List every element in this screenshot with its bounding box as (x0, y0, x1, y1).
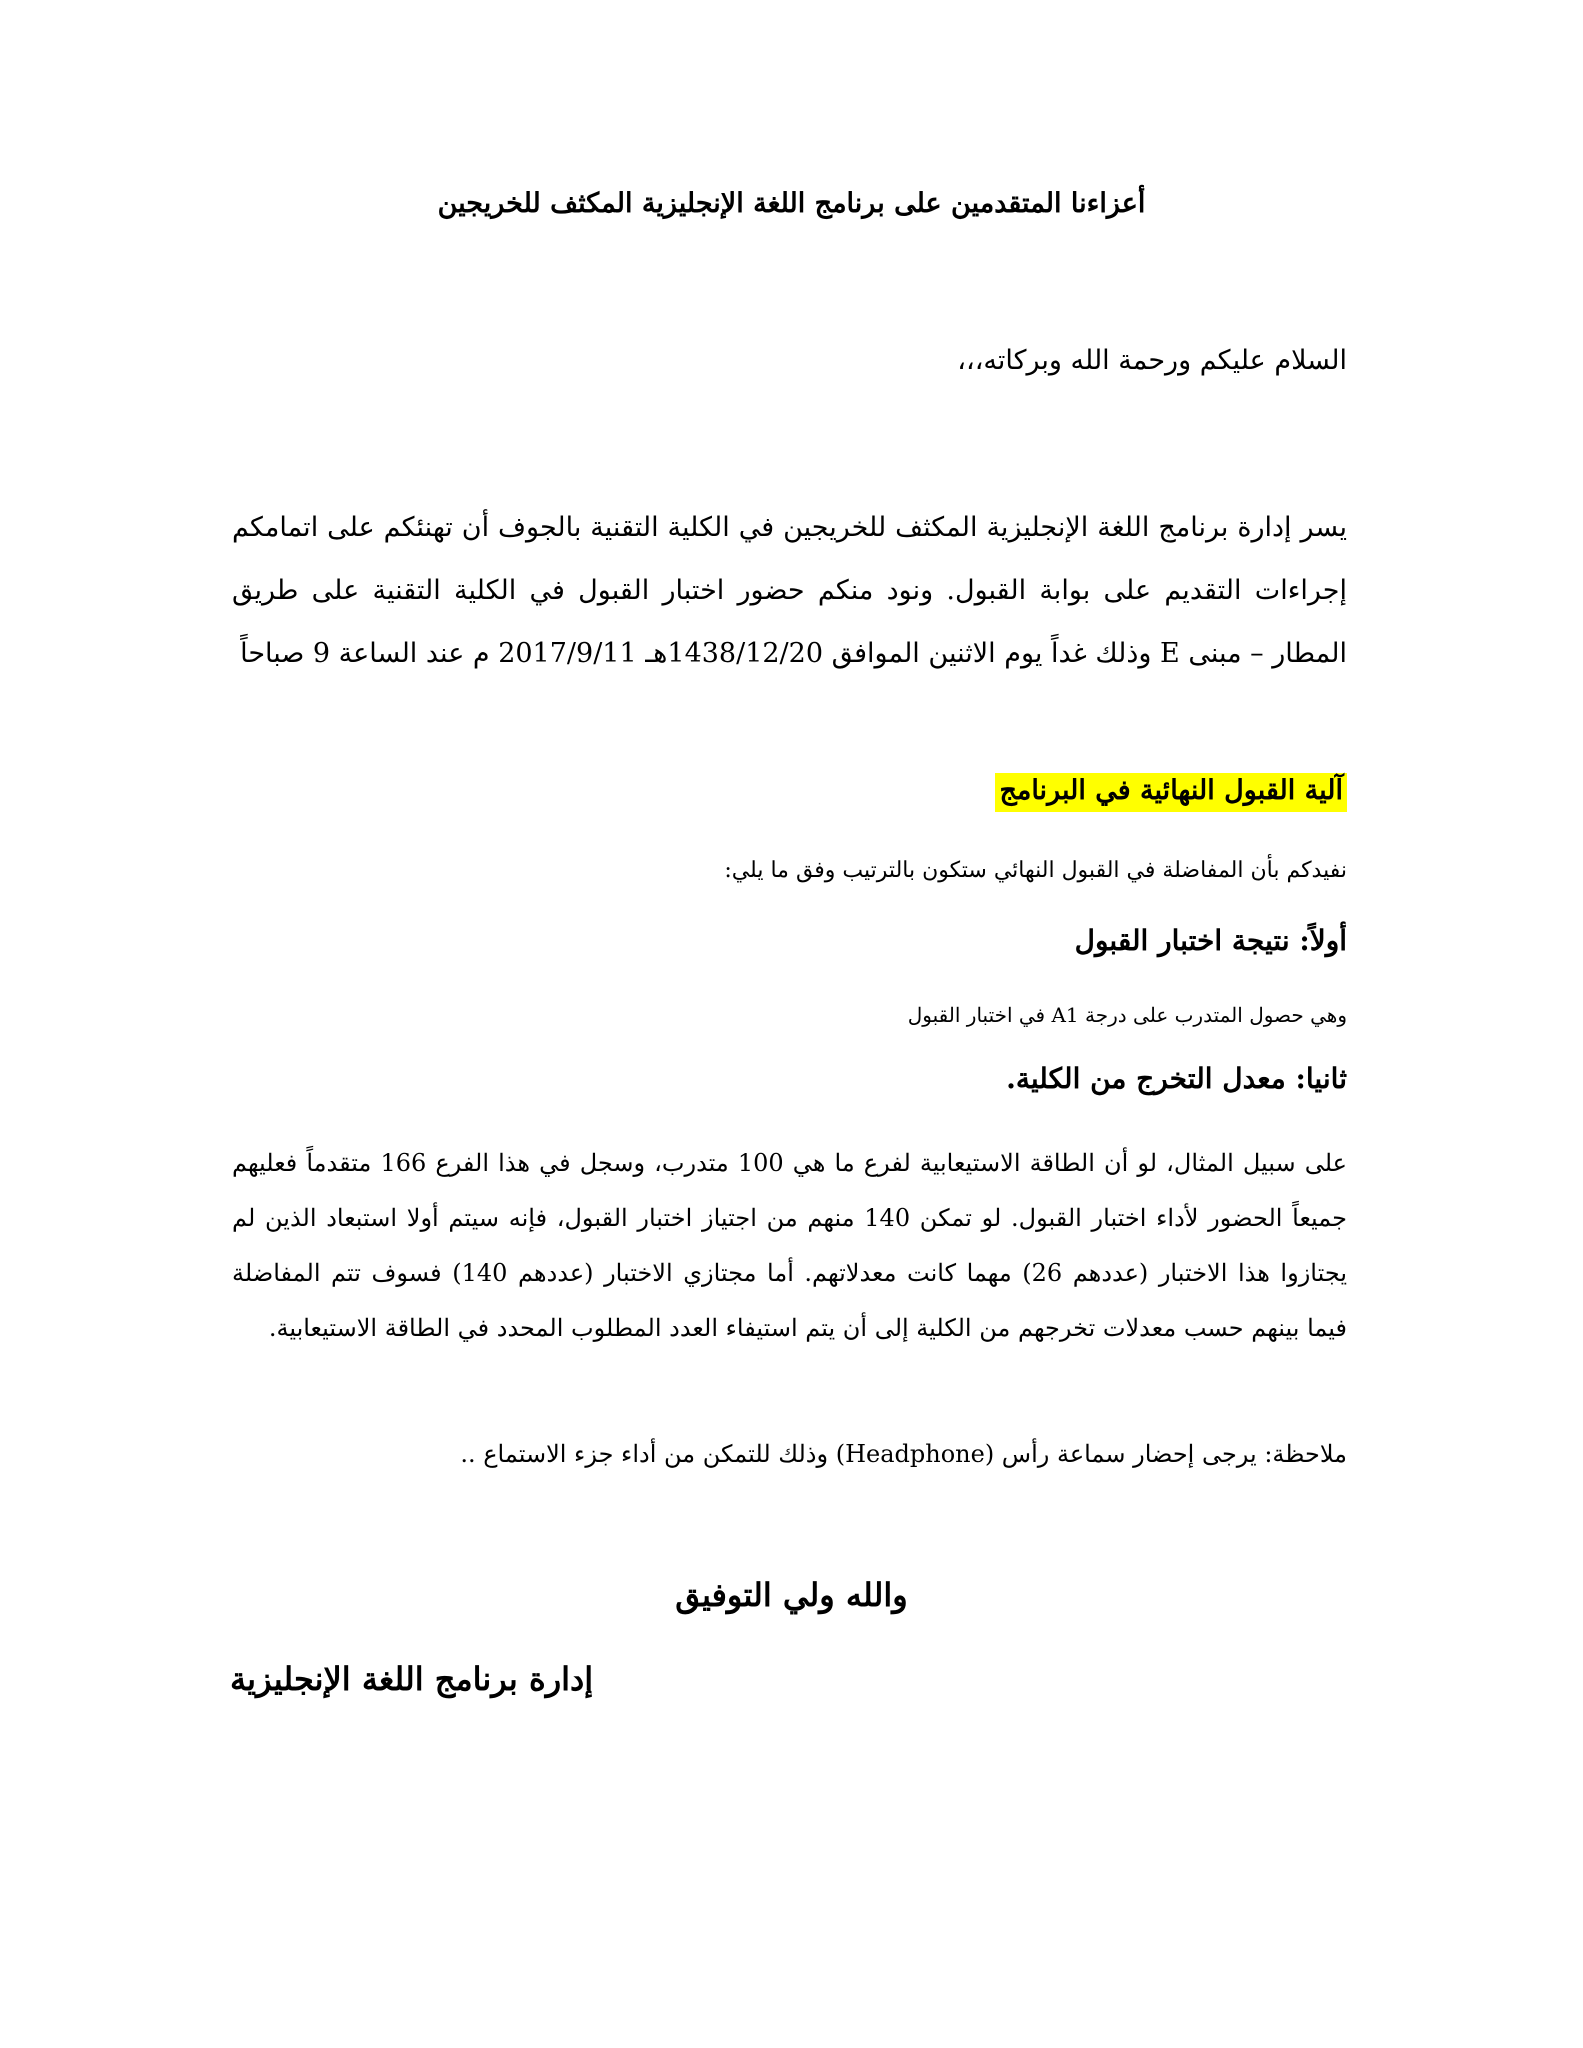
letter-title: أعزاءنا المتقدمين على برنامج اللغة الإنجليزية المكثف للخريجين (437, 188, 1146, 219)
greeting: السلام عليكم ورحمة الله وبركاته،،، (957, 345, 1347, 376)
section-second-title: ثانيا: معدل التخرج من الكلية. (1006, 1062, 1347, 1095)
section-first-body: وهي حصول المتدرب على درجة A1 في اختبار القبول (907, 1003, 1347, 1027)
intro-paragraph: يسر إدارة برنامج اللغة الإنجليزية المكثف للخريجين في الكلية التقنية بالجوف أن تهنئكم على اتمامكم إجراءات التقديم على بوابة القبول. ونود منكم حضور اختبار القبول في الكلية التقنية على طريق المطار – مبنى E وذلك غداً يوم الاثنين الموافق 1438/12/20هـ 2017/9/11 م عند الساعة 9 صباحاً (232, 512, 1347, 669)
signature: إدارة برنامج اللغة الإنجليزية (230, 1660, 594, 1698)
note-line: ملاحظة: يرجى إحضار سماعة رأس (Headphone) وذلك للتمكن من أداء جزء الاستماع .. (460, 1440, 1347, 1468)
example-paragraph: على سبيل المثال، لو أن الطاقة الاستيعابية لفرع ما هي 100 متدرب، وسجل في هذا الفرع 166 متقدماً فعليهم جميعاً الحضور لأداء اختبار القبول. لو تمكن 140 منهم من اجتياز اختبار القبول، فإنه سيتم أولا استبعاد الذين لم يجتازوا هذا الاختبار (عددهم 26) مهما كانت معدلاتهم. أما مجتازي الاختبار (عددهم 140) فسوف تتم المفاضلة فيما بينهم حسب معدلات تخرجهم من الكلية إلى أن يتم استيفاء العدد المطلوب المحدد في الطاقة الاستيعابية. (232, 1149, 1348, 1342)
admission-mechanism-heading: آلية القبول النهائية في البرنامج (995, 773, 1347, 812)
closing-line: والله ولي التوفيق (675, 1576, 908, 1614)
section-first-title: أولاً: نتيجة اختبار القبول (1074, 924, 1347, 957)
inform-line: نفيدكم بأن المفاضلة في القبول النهائي ستكون بالترتيب وفق ما يلي: (724, 858, 1347, 883)
